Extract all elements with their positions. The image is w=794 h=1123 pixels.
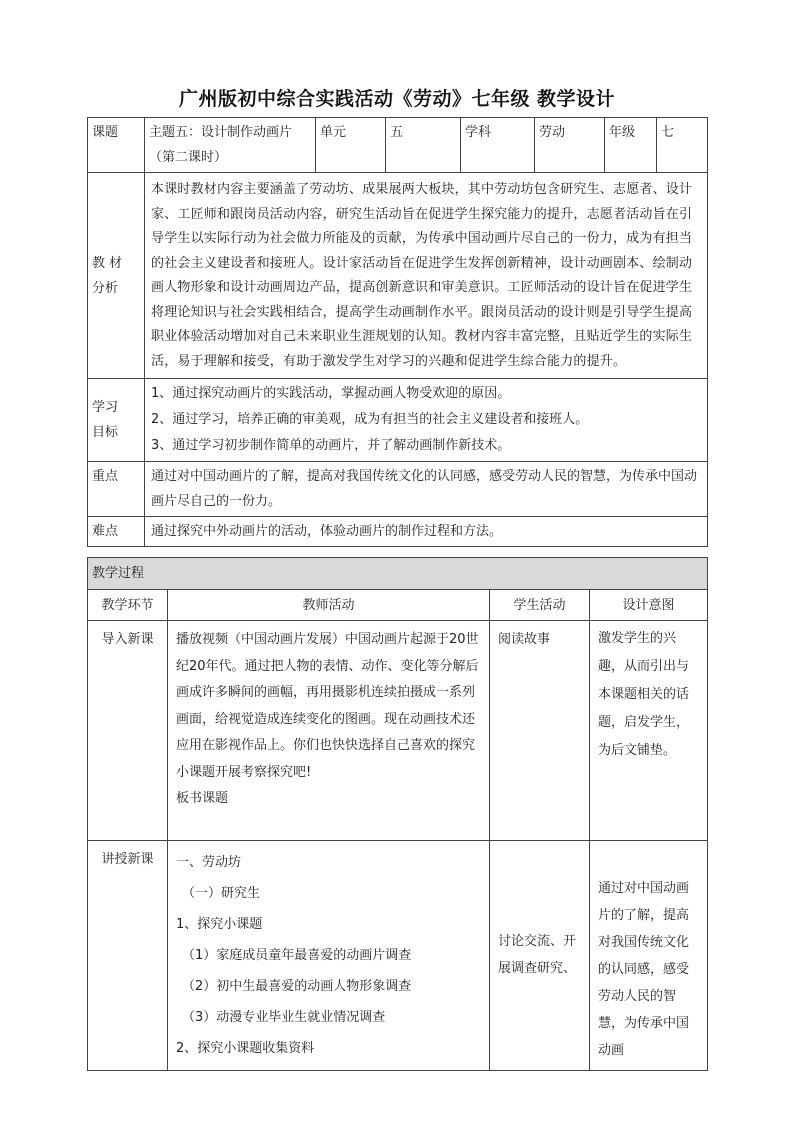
teacher-activity-text: 板书课题 <box>176 791 229 806</box>
goal-item: 3、通过学习初步制作简单的动画片，并了解动画制作新技术。 <box>151 438 511 453</box>
document-title: 广州版初中综合实践活动《劳动》七年级 教学设计 <box>178 88 616 110</box>
lesson-info-row <box>88 118 708 173</box>
student-activity-cell: 阅读故事 <box>490 621 590 841</box>
goals-label-line1: 学习 <box>92 400 119 415</box>
teacher-activity-text: 播放视频（中国动画片发展）中国动画片起源于20世纪20年代。通过把人物的表情、动作、变化等分解后画成许多瞬间的画幅，再用摄影机连续拍摄成一系列画面，给视觉造成连续变化的图画。现在动画技术还应用在影视作品上。你们也快快选择自己喜欢的探究小课题开展考察探究吧! <box>176 632 479 780</box>
teacher-activity-line: （3）动漫专业毕业生就业情况调查 <box>182 1010 386 1025</box>
header-student: 学生活动 <box>490 590 590 621</box>
lesson-value-line1: 主题五：设计制作动画片 <box>149 125 293 140</box>
key-point-label: 重点 <box>88 462 145 517</box>
teacher-activity-line: （2）初中生最喜爱的动画人物形象调查 <box>182 979 412 994</box>
material-text: 本课时教材内容主要涵盖了劳动坊、成果展两大板块，其中劳动坊包含研究生、志愿者、设计家、工匠师和跟岗员活动内容，研究生活动旨在促进学生探究能力的提升，志愿者活动旨在引导学生以实际行动为社会做力所能及的贡献，为传承中国动画片尽自己的一份力，成为有担当的社会主义建设者和接班人。设计家活动旨在促进学生发挥创新精神，设计动画剧本、绘制动画人物形象和设计动画周边产品，提高创新意识和审美意识。工匠师活动的设计旨在促进学生将理论知识与社会实践相结合，提高学生动画制作水平。跟岗员活动的设计则是引导学生提高职业体验活动增加对自己未来职业生涯规划的认知。教材内容丰富完整，且贴近学生的实际生活，易于理解和接受，有助于激发学生对学习的兴趣和促进学生综合能力的提升。 <box>145 173 708 379</box>
process-row <box>88 621 708 841</box>
header-intent: 设计意图 <box>590 590 708 621</box>
goals-list <box>145 379 708 462</box>
info-table <box>87 117 708 547</box>
goals-label-line2: 目标 <box>92 425 119 440</box>
teacher-activity-line: 一、劳动坊 <box>176 855 242 870</box>
process-title-row <box>88 558 708 590</box>
grade-label: 年级 <box>605 118 657 173</box>
unit-label: 单元 <box>316 118 386 173</box>
material-label <box>88 173 145 379</box>
design-intent-cell: 激发学生的兴趣，从而引出与本课题相关的话题，启发学生，为后文铺垫。 <box>590 621 708 841</box>
key-point-text: 通过对中国动画片的了解，提高对我国传统文化的认同感，感受劳动人民的智慧，为传承中国动画片尽自己的一份力。 <box>145 462 708 517</box>
teacher-activity-cell <box>168 841 490 1071</box>
teacher-activity-line: （一）研究生 <box>182 886 261 901</box>
difficulty-text: 通过探究中外动画片的活动，体验动画片的制作过程和方法。 <box>145 517 708 547</box>
key-point-row <box>88 462 708 517</box>
process-header-row <box>88 590 708 621</box>
header-teacher: 教师活动 <box>168 590 490 621</box>
material-label-line2: 分析 <box>92 280 119 296</box>
process-row <box>88 841 708 1071</box>
lesson-label: 课题 <box>88 118 145 173</box>
goals-label <box>88 379 145 462</box>
student-activity-cell: 讨论交流、开展调查研究、 <box>490 841 590 1071</box>
difficulty-label: 难点 <box>88 517 145 547</box>
material-label-line1: 教 材 <box>92 255 123 271</box>
design-intent-cell: 通过对中国动画片的了解，提高对我国传统文化的认同感，感受劳动人民的智慧，为传承中国动画 <box>590 841 708 1071</box>
process-table <box>87 557 708 1071</box>
teacher-activity-line: （1）家庭成员童年最喜爱的动画片调查 <box>182 948 412 963</box>
subject-value: 劳动 <box>535 118 605 173</box>
lesson-value <box>145 118 316 173</box>
goals-row <box>88 379 708 462</box>
stage-cell: 导入新课 <box>88 621 168 841</box>
lesson-value-line2: （第二课时） <box>149 150 228 165</box>
teacher-activity-line: 1、探究小课题 <box>176 917 263 932</box>
stage-cell: 讲授新课 <box>88 841 168 1071</box>
header-stage: 教学环节 <box>88 590 168 621</box>
grade-value: 七 <box>657 118 708 173</box>
teacher-activity-line: 2、探究小课题收集资料 <box>176 1041 315 1056</box>
unit-value: 五 <box>386 118 461 173</box>
goal-item: 1、通过探究动画片的实践活动，掌握动画人物受欢迎的原因。 <box>151 386 511 401</box>
teacher-activity-cell <box>168 621 490 841</box>
material-row <box>88 173 708 379</box>
difficulty-row <box>88 517 708 547</box>
goal-item: 2、通过学习，培养正确的审美观，成为有担当的社会主义建设者和接班人。 <box>151 412 589 427</box>
process-title: 教学过程 <box>88 558 708 590</box>
subject-label: 学科 <box>461 118 535 173</box>
